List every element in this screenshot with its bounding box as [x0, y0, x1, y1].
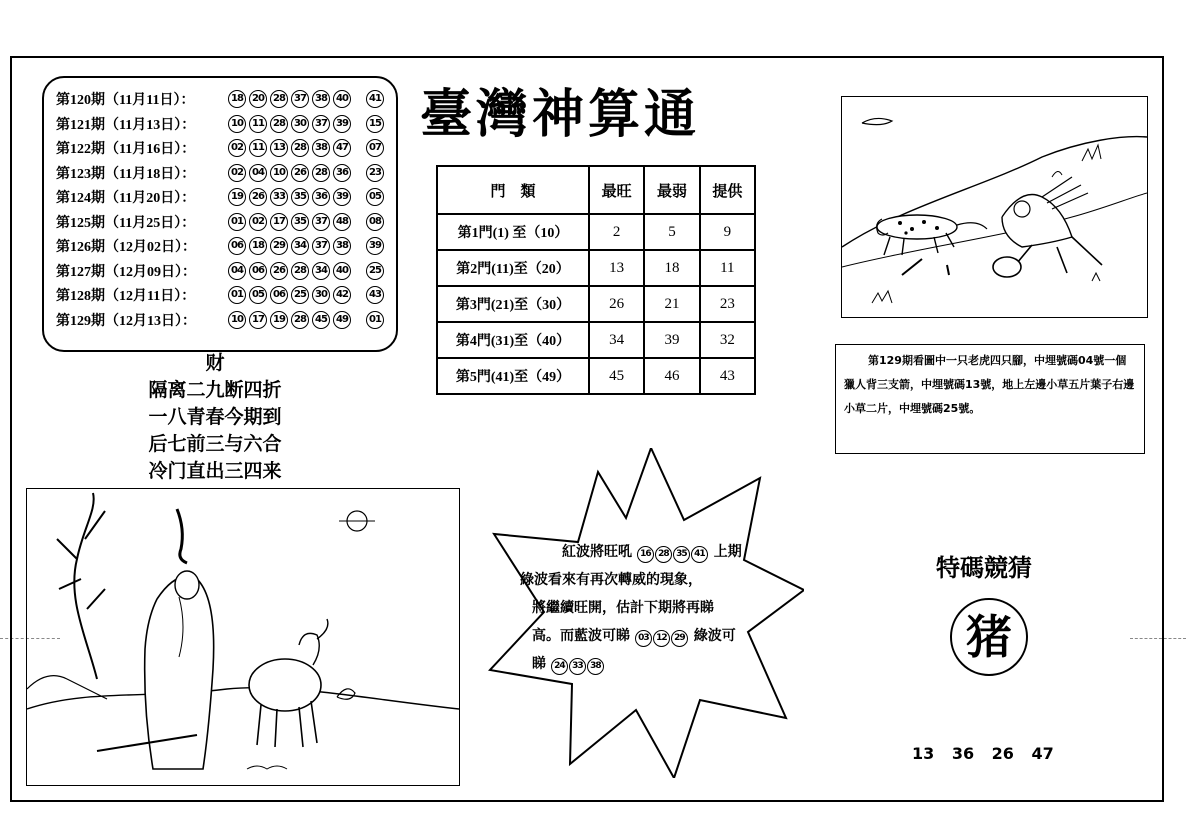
- number-ball: 38: [312, 90, 330, 108]
- number-ball: 26: [291, 164, 309, 182]
- clue-note: 第129期看圖中一只老虎四只腳，中埋號碼04號一個獵人背三支箭，中埋號碼13號，地上左邊小草五片葉子右邊小草二片，中埋號碼25號。: [835, 344, 1145, 454]
- cell-coldest: 5: [644, 214, 699, 250]
- hunter-tiger-illustration: [841, 96, 1148, 318]
- hunter-tiger-sketch: [842, 97, 1147, 317]
- recommended-numbers: 13 36 26 47: [912, 744, 1054, 763]
- number-ball: 10: [228, 115, 246, 133]
- cell-hottest: 26: [589, 286, 644, 322]
- number-ball: 01: [228, 286, 246, 304]
- number-ball: 18: [249, 237, 267, 255]
- number-ball: 02: [249, 213, 267, 231]
- number-ball: 30: [312, 286, 330, 304]
- cell-hottest: 45: [589, 358, 644, 394]
- number-ball: 11: [249, 139, 267, 157]
- page-title: 臺灣神算通: [420, 84, 701, 145]
- sage-goat-sketch: [27, 489, 459, 785]
- period-label: 第121期（11月13日）：: [56, 117, 196, 133]
- forecast-text: 綠波可: [693, 628, 736, 644]
- wave-forecast: [520, 538, 772, 678]
- number-ball: 18: [228, 90, 246, 108]
- special-guess-title: 特碼競猜: [936, 554, 1032, 582]
- number-ball: 10: [270, 164, 288, 182]
- number-ball: 37: [312, 213, 330, 231]
- history-row: [56, 235, 387, 257]
- number-ball: 02: [228, 139, 246, 157]
- number-ball: 29: [671, 630, 688, 647]
- number-ball: 03: [635, 630, 652, 647]
- number-ball: 34: [291, 237, 309, 255]
- table-row: [437, 322, 755, 358]
- number-ball: 04: [249, 164, 267, 182]
- number-ball: 38: [312, 139, 330, 157]
- special-number-ball: 08: [366, 213, 384, 231]
- history-row: [56, 260, 387, 282]
- history-row: [56, 88, 387, 110]
- cell-provided: 11: [700, 250, 755, 286]
- history-row: [56, 284, 387, 306]
- number-ball: 38: [333, 237, 351, 255]
- number-ball: 13: [270, 139, 288, 157]
- number-ball: 37: [312, 115, 330, 133]
- number-ball: 25: [291, 286, 309, 304]
- gate-table: [436, 165, 756, 395]
- number-ball: 42: [333, 286, 351, 304]
- period-label: 第125期（11月25日）：: [56, 215, 196, 231]
- number-ball: 40: [333, 262, 351, 280]
- gate-label: 第2門(11)至（20）: [437, 250, 589, 286]
- special-number-ball: 39: [366, 237, 384, 255]
- period-label: 第120期（11月11日）：: [56, 93, 195, 108]
- history-row: [56, 137, 387, 159]
- ball-group: [635, 628, 689, 644]
- special-number-ball: 15: [366, 115, 384, 133]
- cell-provided: 9: [700, 214, 755, 250]
- special-number-ball: 01: [366, 311, 384, 329]
- number-ball: 38: [587, 658, 604, 675]
- special-number-ball: 43: [366, 286, 384, 304]
- number-ball: 45: [312, 311, 330, 329]
- number-ball: 28: [655, 546, 672, 563]
- number-ball: 28: [291, 139, 309, 157]
- number-ball: 11: [249, 115, 267, 133]
- number-ball: 20: [249, 90, 267, 108]
- period-label: 第124期（11月20日）：: [56, 191, 196, 206]
- number-ball: 34: [312, 262, 330, 280]
- number-ball: 06: [228, 237, 246, 255]
- special-number-ball: 05: [366, 188, 384, 206]
- number-ball: 30: [291, 115, 309, 133]
- number-ball: 01: [228, 213, 246, 231]
- special-number-ball: 23: [366, 164, 384, 182]
- cell-provided: 43: [700, 358, 755, 394]
- sage-goat-illustration: [26, 488, 460, 786]
- cell-coldest: 39: [644, 322, 699, 358]
- number-ball: 06: [249, 262, 267, 280]
- cell-hottest: 2: [589, 214, 644, 250]
- table-row: [437, 358, 755, 394]
- forecast-line: [532, 622, 772, 650]
- table-header: 提供: [700, 166, 755, 214]
- number-ball: 49: [333, 311, 351, 329]
- number-ball: 04: [228, 262, 246, 280]
- number-ball: 47: [333, 139, 351, 157]
- gate-label: 第3門(21)至（30）: [437, 286, 589, 322]
- cell-hottest: 34: [589, 322, 644, 358]
- number-ball: 48: [333, 213, 351, 231]
- number-ball: 10: [228, 311, 246, 329]
- gate-label: 第5門(41)至（49）: [437, 358, 589, 394]
- history-row: [56, 162, 387, 184]
- number-ball: 16: [637, 546, 654, 563]
- table-header: 最旺: [589, 166, 644, 214]
- ball-group: [637, 544, 709, 560]
- number-ball: 17: [249, 311, 267, 329]
- cell-hottest: 13: [589, 250, 644, 286]
- number-ball: 36: [312, 188, 330, 206]
- number-ball: 12: [653, 630, 670, 647]
- history-row: [56, 113, 387, 135]
- number-ball: 02: [228, 164, 246, 182]
- poem-line: 冷门直出三四来: [148, 460, 282, 482]
- table-row: [437, 286, 755, 322]
- number-ball: 36: [333, 164, 351, 182]
- number-ball: 24: [551, 658, 568, 675]
- forecast-line: 將繼續旺開，估計下期將再睇: [532, 600, 714, 616]
- number-ball: 33: [569, 658, 586, 675]
- forecast-line: [532, 538, 772, 566]
- gate-label: 第1門(1) 至（10）: [437, 214, 589, 250]
- number-ball: 41: [691, 546, 708, 563]
- history-row: [56, 186, 387, 208]
- history-row: [56, 309, 387, 331]
- number-ball: 28: [291, 262, 309, 280]
- ball-group: [551, 656, 605, 672]
- period-label: 第122期（11月16日）：: [56, 142, 196, 157]
- period-label: 第128期（12月11日）：: [56, 289, 196, 304]
- number-ball: 17: [270, 213, 288, 231]
- cell-provided: 23: [700, 286, 755, 322]
- number-ball: 35: [673, 546, 690, 563]
- number-ball: 28: [270, 115, 288, 133]
- poem-line: 隔离二九断四折: [148, 379, 282, 401]
- forecast-line: [532, 650, 772, 678]
- table-header: 門 類: [437, 166, 589, 214]
- number-ball: 28: [291, 311, 309, 329]
- zodiac-circle: 猪: [950, 598, 1028, 676]
- table-row: [437, 250, 755, 286]
- cell-coldest: 46: [644, 358, 699, 394]
- number-ball: 28: [312, 164, 330, 182]
- period-label: 第129期（12月13日）：: [56, 313, 196, 329]
- special-number-ball: 25: [366, 262, 384, 280]
- cell-coldest: 18: [644, 250, 699, 286]
- forecast-text: 上期: [713, 544, 742, 560]
- poem-line: 一八青春今期到: [148, 406, 282, 428]
- gate-label: 第4門(31)至（40）: [437, 322, 589, 358]
- cell-coldest: 21: [644, 286, 699, 322]
- period-label: 第127期（12月09日）：: [56, 264, 196, 280]
- number-ball: 35: [291, 188, 309, 206]
- number-ball: 19: [228, 188, 246, 206]
- table-row: [437, 214, 755, 250]
- number-ball: 39: [333, 188, 351, 206]
- number-ball: 33: [270, 188, 288, 206]
- number-ball: 06: [270, 286, 288, 304]
- number-ball: 35: [291, 213, 309, 231]
- forecast-text: 高。而藍波可睇: [532, 628, 630, 644]
- number-ball: 37: [312, 237, 330, 255]
- number-ball: 29: [270, 237, 288, 255]
- forecast-text: 紅波將旺吼: [562, 544, 632, 560]
- number-ball: 28: [270, 90, 288, 108]
- number-ball: 37: [291, 90, 309, 108]
- number-ball: 39: [333, 115, 351, 133]
- riddle-poem: [130, 350, 300, 485]
- number-ball: 19: [270, 311, 288, 329]
- poem-line: 后七前三与六合: [148, 433, 282, 455]
- period-label: 第123期（11月18日）：: [56, 166, 196, 182]
- number-ball: 05: [249, 286, 267, 304]
- number-ball: 26: [270, 262, 288, 280]
- special-number-ball: 07: [366, 139, 384, 157]
- special-number-ball: 41: [366, 90, 384, 108]
- forecast-line: 綠波看來有再次轉威的現象，: [520, 572, 702, 588]
- number-ball: 26: [249, 188, 267, 206]
- history-box: [42, 76, 398, 352]
- cell-provided: 32: [700, 322, 755, 358]
- period-label: 第126期（12月02日）：: [56, 240, 196, 255]
- poem-heading: 财: [205, 352, 225, 374]
- table-header: 最弱: [644, 166, 699, 214]
- forecast-text: 睇: [532, 656, 546, 672]
- number-ball: 40: [333, 90, 351, 108]
- history-row: [56, 211, 387, 233]
